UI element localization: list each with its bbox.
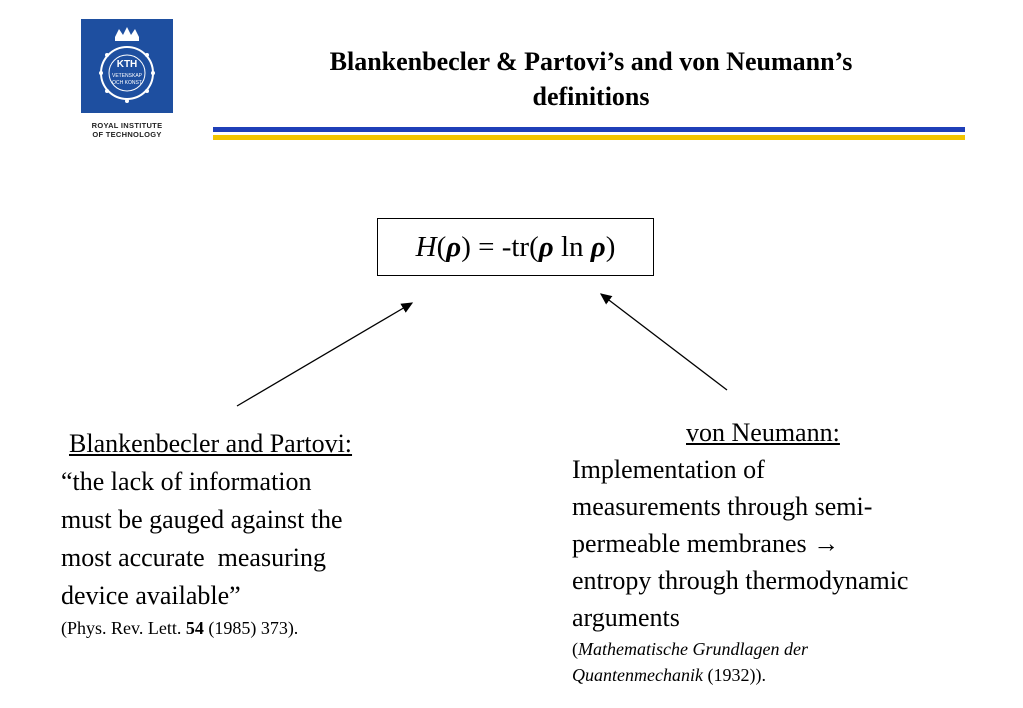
right-line3-text: permeable membranes [572, 529, 814, 558]
emblem-text: KTH [116, 59, 138, 70]
left-quote-line1: “the lack of information [61, 467, 312, 496]
left-ref-prefix: (Phys. Rev. Lett. [61, 618, 186, 638]
right-reference [572, 636, 1002, 688]
svg-text:VETENSKAP: VETENSKAP [111, 73, 143, 79]
formula-mid: ) = -tr( [461, 230, 539, 263]
left-quote-line2: must be gauged against the [61, 505, 343, 534]
right-line3 [572, 525, 1002, 562]
formula-close: ) [605, 230, 616, 263]
formula-rho-3: ρ [590, 230, 606, 263]
right-line2: measurements through semi- [572, 492, 873, 521]
von-neumann-block [572, 414, 1002, 688]
right-ref-suffix: (1932)). [702, 665, 766, 685]
left-quote-line3: most accurate measuring [61, 543, 326, 572]
blankenbecler-partovi-block [61, 425, 431, 641]
formula-open: ( [436, 230, 447, 263]
left-reference [61, 615, 431, 641]
formula-h: H [415, 230, 437, 263]
title-line1: Blankenbecler & Partovi’s and von Neumann’s [329, 47, 853, 76]
left-ref-suffix: (1985) 373). [203, 618, 299, 638]
formula-ln: ln [553, 230, 591, 263]
right-heading [572, 414, 1002, 451]
right-heading-text: von Neumann: [686, 418, 840, 447]
implies-arrow-icon: → [813, 529, 840, 558]
left-quote-line4: device available” [61, 581, 241, 610]
left-heading: Blankenbecler and Partovi: [69, 429, 353, 458]
title-line2: definitions [532, 82, 650, 111]
right-line1: Implementation of [572, 455, 765, 484]
logo-caption-line1: ROYAL INSTITUTE [91, 121, 163, 130]
right-ref-title1: Mathematische Grundlagen der [578, 639, 808, 659]
right-ref-title2: Quantenmechanik [572, 665, 703, 685]
right-line5: arguments [572, 603, 680, 632]
svg-text:OCH KONST: OCH KONST [112, 80, 142, 86]
left-ref-volume: 54 [185, 618, 204, 638]
left-arrow [237, 303, 412, 406]
formula-rho-2: ρ [538, 230, 554, 263]
right-line4: entropy through thermodynamic [572, 566, 909, 595]
logo-caption-line2: OF TECHNOLOGY [92, 130, 162, 139]
formula-rho-1: ρ [446, 230, 462, 263]
right-ref-open: ( [572, 639, 578, 659]
right-arrow [601, 294, 727, 390]
